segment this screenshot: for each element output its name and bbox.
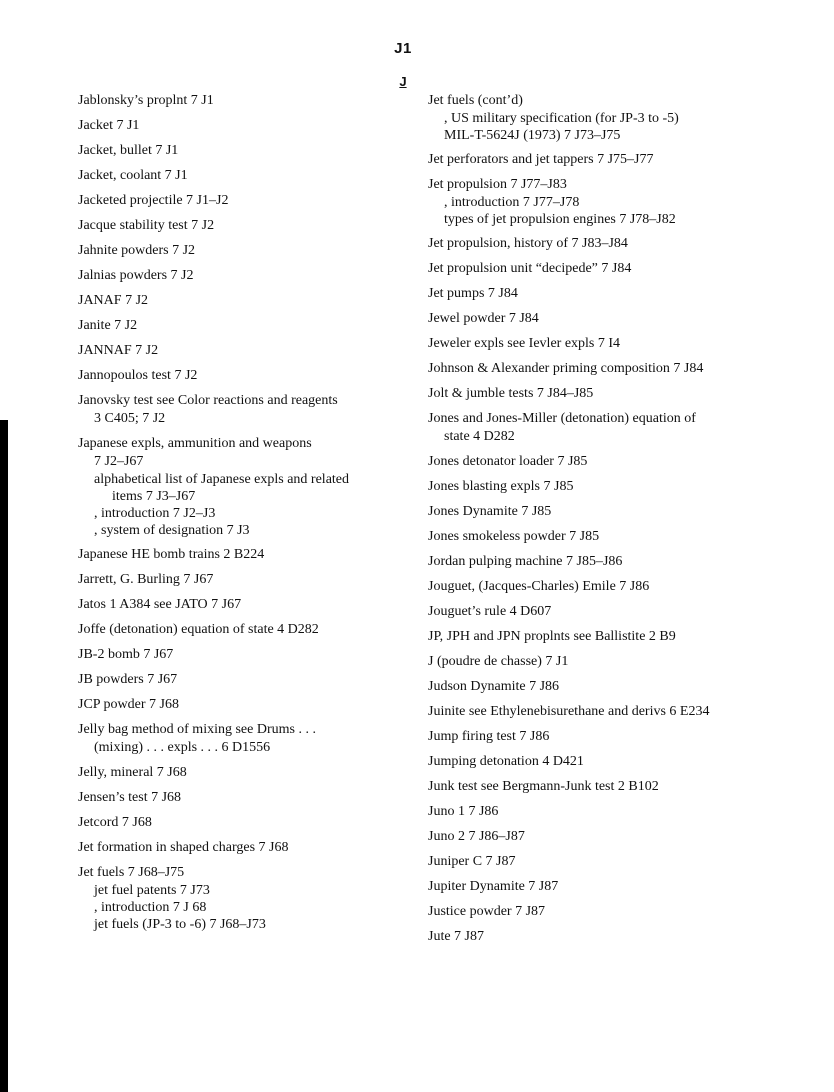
index-entry: [428, 285, 768, 303]
index-entry: [428, 235, 768, 253]
index-entry: [428, 928, 768, 946]
index-entry-text: Joffe (detonation) equation of state 4 D282: [78, 622, 319, 637]
index-entry-text: Jatos 1 A384 see JATO 7 J67: [78, 597, 242, 612]
index-entry-text: Jones smokeless powder 7 J85: [428, 529, 600, 544]
index-entry: [78, 596, 398, 614]
index-entry-text: Jones detonator loader 7 J85: [428, 454, 588, 469]
index-entry-heading: [78, 671, 398, 689]
index-entry-heading: [78, 192, 398, 210]
index-entry-continuation: 3 C405; 7 J2: [94, 411, 166, 426]
index-entry-text: J (poudre de chasse) 7 J1: [428, 654, 569, 669]
index-entry: [78, 696, 398, 714]
index-entry-text: Junk test see Bergmann-Junk test 2 B102: [428, 779, 659, 794]
index-entry-heading: [428, 478, 768, 496]
index-entry-heading: [428, 385, 768, 403]
index-entry-heading: [428, 628, 768, 646]
index-entry-text: Janovsky test see Color reactions and reagents: [78, 393, 338, 408]
index-entry-text: Johnson & Alexander priming composition 7 J84: [428, 361, 704, 376]
index-entry: [428, 578, 768, 596]
index-entry: [78, 546, 398, 564]
index-entry-heading: [428, 335, 768, 353]
index-entry-heading: [428, 528, 768, 546]
index-entry: [428, 653, 768, 671]
index-entry-heading: [428, 703, 768, 721]
index-entry-text: Jelly bag method of mixing see Drums . . .: [78, 722, 316, 737]
index-entry-text: Justice powder 7 J87: [428, 904, 546, 919]
index-entry-text: JANAF 7 J2: [78, 293, 149, 308]
index-entry-text: Jouguet, (Jacques-Charles) Emile 7 J86: [428, 579, 650, 594]
index-subentry-text: MIL-T-5624J (1973) 7 J73–J75: [444, 128, 621, 143]
index-entry: [428, 453, 768, 471]
index-entry-heading: [428, 853, 768, 871]
index-subentry-text: , system of designation 7 J3: [94, 523, 250, 538]
index-subentry-text: jet fuel patents 7 J73: [94, 883, 210, 898]
index-subentry: [78, 505, 398, 522]
index-entry-heading: [78, 167, 398, 185]
index-entry-heading: [78, 367, 398, 385]
index-entry-heading: [428, 828, 768, 846]
index-entry-text: Jordan pulping machine 7 J85–J86: [428, 554, 623, 569]
index-entry: [428, 478, 768, 496]
index-subentry-text: types of jet propulsion engines 7 J78–J82: [444, 212, 676, 227]
index-entry-text: Juno 1 7 J86: [428, 804, 499, 819]
index-entry-text: Judson Dynamite 7 J86: [428, 679, 560, 694]
index-entry: [428, 503, 768, 521]
index-entry-heading: [428, 151, 768, 169]
index-subentry: [428, 127, 768, 144]
index-subentry-text: jet fuels (JP-3 to -6) 7 J68–J73: [94, 917, 266, 932]
index-subentry: [428, 194, 768, 211]
index-entry-heading: [78, 621, 398, 639]
index-entry: [78, 864, 398, 933]
index-entry-text: Jupiter Dynamite 7 J87: [428, 879, 559, 894]
index-subentry: [428, 211, 768, 228]
index-entry-heading: [428, 235, 768, 253]
index-subentry-continuation: items 7 J3–J67: [112, 489, 196, 504]
index-entry-text: Jacketed projectile 7 J1–J2: [78, 193, 229, 208]
index-entry-heading: [78, 267, 398, 285]
index-column-left: [78, 92, 398, 940]
index-entry-text: Jensen’s test 7 J68: [78, 790, 182, 805]
index-entry-heading: [78, 839, 398, 857]
index-entry-text: Juno 2 7 J86–J87: [428, 829, 525, 844]
index-entry: [428, 553, 768, 571]
index-entry: [428, 410, 768, 446]
index-subentry: [78, 882, 398, 899]
index-entry-continuation: 7 J2–J67: [94, 454, 144, 469]
index-entry-text: Jet pumps 7 J84: [428, 286, 518, 301]
index-entry: [78, 342, 398, 360]
index-entry: [78, 646, 398, 664]
index-entry-heading: [78, 789, 398, 807]
index-entry-text: Jablonsky’s proplnt 7 J1: [78, 93, 214, 108]
index-entry: [78, 621, 398, 639]
index-entry-text: Jacket, coolant 7 J1: [78, 168, 188, 183]
index-entry: [78, 367, 398, 385]
index-entry-continuation: (mixing) . . . expls . . . 6 D1556: [94, 740, 271, 755]
index-entry: [428, 878, 768, 896]
index-entry: [428, 603, 768, 621]
index-entry-heading: [428, 753, 768, 771]
index-entry-heading: [428, 678, 768, 696]
index-entry-text: Jacket, bullet 7 J1: [78, 143, 179, 158]
index-entry: [428, 903, 768, 921]
index-entry: [78, 292, 398, 310]
index-entry-text: Juniper C 7 J87: [428, 854, 516, 869]
index-entry-continuation: state 4 D282: [444, 429, 515, 444]
index-entry-heading: [428, 653, 768, 671]
index-entry-text: Jones blasting expls 7 J85: [428, 479, 574, 494]
scan-edge-bar: [0, 420, 8, 1092]
index-entry: [78, 435, 398, 539]
index-entry-heading: [78, 92, 398, 110]
index-entry-heading: [428, 928, 768, 946]
index-entry-heading: [428, 553, 768, 571]
index-entry-text: Jump firing test 7 J86: [428, 729, 550, 744]
section-letter: J: [399, 74, 407, 89]
index-entry: [78, 392, 398, 428]
index-entry-heading: [78, 435, 398, 471]
index-subentry: [78, 471, 398, 505]
index-entry: [428, 628, 768, 646]
index-entry-heading: [78, 217, 398, 235]
index-entry: [78, 167, 398, 185]
index-entry: [78, 764, 398, 782]
index-entry: [78, 839, 398, 857]
index-entry-heading: [428, 903, 768, 921]
index-entry-heading: [428, 453, 768, 471]
index-entry-heading: [428, 578, 768, 596]
index-entry-heading: [428, 410, 768, 446]
index-entry-text: Jet propulsion 7 J77–J83: [428, 177, 567, 192]
index-entry-heading: [428, 503, 768, 521]
index-entry-heading: [428, 778, 768, 796]
index-entry-text: Jumping detonation 4 D421: [428, 754, 584, 769]
index-entry-text: Jelly, mineral 7 J68: [78, 765, 187, 780]
index-subentry: [78, 522, 398, 539]
index-entry-text: Jewel powder 7 J84: [428, 311, 539, 326]
index-entry: [78, 192, 398, 210]
index-subentry-text: , introduction 7 J2–J3: [94, 506, 216, 521]
index-entry: [428, 803, 768, 821]
index-entry-heading: [78, 721, 398, 757]
index-entry-heading: [78, 142, 398, 160]
index-entry-heading: [428, 728, 768, 746]
index-entry-heading: [428, 878, 768, 896]
index-entry-heading: [78, 764, 398, 782]
index-entry-heading: [428, 260, 768, 278]
index-entry-heading: [78, 571, 398, 589]
index-subentry-text: , US military specification (for JP-3 to -5): [444, 111, 679, 126]
index-entry: [78, 721, 398, 757]
index-entry-text: Jet perforators and jet tappers 7 J75–J77: [428, 152, 654, 167]
index-entry-text: Jute 7 J87: [428, 929, 484, 944]
index-entry-text: Jahnite powders 7 J2: [78, 243, 196, 258]
index-entry-heading: [78, 292, 398, 310]
index-entry-heading: [428, 176, 768, 194]
index-entry-heading: [78, 864, 398, 882]
index-entry-text: JB powders 7 J67: [78, 672, 178, 687]
index-entry: [428, 176, 768, 228]
index-entry-text: Jarrett, G. Burling 7 J67: [78, 572, 214, 587]
index-entry-heading: [428, 92, 768, 110]
index-entry: [78, 814, 398, 832]
index-entry-text: Jet fuels 7 J68–J75: [78, 865, 185, 880]
index-entry-heading: [78, 596, 398, 614]
index-entry-text: Japanese HE bomb trains 2 B224: [78, 547, 265, 562]
index-entry: [428, 778, 768, 796]
index-entry: [78, 267, 398, 285]
index-entry-text: Jacket 7 J1: [78, 118, 140, 133]
index-subentry: [78, 899, 398, 916]
index-entry-text: Jannopoulos test 7 J2: [78, 368, 198, 383]
index-entry-heading: [78, 342, 398, 360]
index-entry: [428, 853, 768, 871]
index-entry: [428, 151, 768, 169]
index-entry: [428, 310, 768, 328]
index-entry: [428, 335, 768, 353]
index-subentry-text: , introduction 7 J 68: [94, 900, 207, 915]
index-entry-text: Jet propulsion unit “decipede” 7 J84: [428, 261, 632, 276]
index-entry-heading: [78, 646, 398, 664]
index-entry-text: Jeweler expls see Ievler expls 7 I4: [428, 336, 621, 351]
index-entry-text: Jones and Jones-Miller (detonation) equation of: [428, 411, 696, 426]
index-entry-heading: [428, 603, 768, 621]
index-entry: [78, 242, 398, 260]
index-entry: [78, 317, 398, 335]
index-entry: [428, 728, 768, 746]
index-entry-heading: [428, 360, 768, 378]
index-entry-text: Jouguet’s rule 4 D607: [428, 604, 552, 619]
index-entry-text: Jet propulsion, history of 7 J83–J84: [428, 236, 628, 251]
index-subentry: [78, 916, 398, 933]
index-entry-heading: [78, 242, 398, 260]
index-subentry-text: , introduction 7 J77–J78: [444, 195, 580, 210]
index-column-right: [428, 92, 768, 953]
index-entry-text: Juinite see Ethylenebisurethane and derivs 6 E234: [428, 704, 710, 719]
index-entry: [428, 385, 768, 403]
index-entry-text: Japanese expls, ammunition and weapons: [78, 436, 312, 451]
index-entry-text: Jet fuels (cont’d): [428, 93, 523, 108]
index-subentry-text: alphabetical list of Japanese expls and related: [94, 472, 350, 487]
index-entry-text: Jet formation in shaped charges 7 J68: [78, 840, 289, 855]
index-entry: [428, 92, 768, 144]
index-entry-heading: [78, 696, 398, 714]
index-entry: [78, 92, 398, 110]
index-entry-text: Jones Dynamite 7 J85: [428, 504, 552, 519]
index-entry: [428, 678, 768, 696]
index-entry: [428, 360, 768, 378]
index-entry-heading: [78, 814, 398, 832]
index-entry-text: Jacque stability test 7 J2: [78, 218, 215, 233]
index-subentry: [428, 110, 768, 127]
index-entry: [428, 703, 768, 721]
index-entry-text: Jolt & jumble tests 7 J84–J85: [428, 386, 594, 401]
index-entry: [78, 789, 398, 807]
index-entry-heading: [78, 392, 398, 428]
index-entry: [428, 828, 768, 846]
index-entry: [78, 571, 398, 589]
index-entry-text: JP, JPH and JPN proplnts see Ballistite 2 B9: [428, 629, 676, 644]
index-entry-heading: [428, 803, 768, 821]
index-entry: [78, 142, 398, 160]
index-entry-heading: [428, 285, 768, 303]
index-entry-text: JCP powder 7 J68: [78, 697, 179, 712]
index-entry-text: Jetcord 7 J68: [78, 815, 152, 830]
page-number: J1: [394, 40, 412, 57]
index-entry-text: JANNAF 7 J2: [78, 343, 159, 358]
index-entry: [78, 217, 398, 235]
index-entry: [428, 753, 768, 771]
index-entry: [428, 260, 768, 278]
index-entry-heading: [78, 317, 398, 335]
index-entry-text: Jalnias powders 7 J2: [78, 268, 194, 283]
index-entry: [78, 117, 398, 135]
index-entry: [78, 671, 398, 689]
index-entry-text: Janite 7 J2: [78, 318, 138, 333]
index-entry-text: JB-2 bomb 7 J67: [78, 647, 174, 662]
index-entry-heading: [428, 310, 768, 328]
index-entry: [428, 528, 768, 546]
index-entry-heading: [78, 546, 398, 564]
index-entry-heading: [78, 117, 398, 135]
